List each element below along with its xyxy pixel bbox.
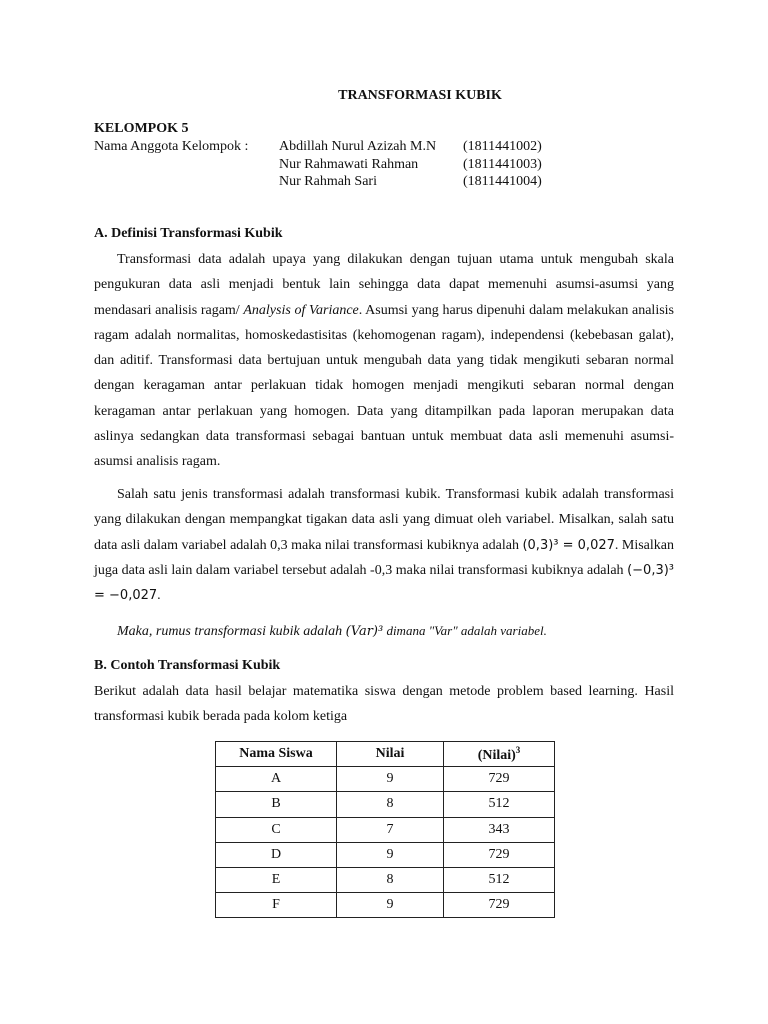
header-cube — [444, 742, 555, 767]
page-title: TRANSFORMASI KUBIK — [338, 88, 502, 103]
para1-text-b: . Asumsi yang harus dipenuhi dalam melakukan analisis ragam adalah normalitas, homoskedastisitas (kehomogenan ragam), independensi (kebebasan galat), dan aditif. Transformasi data bertujuan untuk mengubah data yang tidak mengikuti sebaran normal dengan keragaman antar perlakuan tidak homogen menjadi mengikuti sebaran normal dengan keragaman antar perlakuan yang homogen. Data yang ditampilkan pada laporan merupakan data aslinya sedangkan data transformasi sebagai bantuan untuk membuat data asli memenuhi asumsi-asumsi analisis ragam. — [94, 302, 674, 470]
table-row — [216, 842, 555, 867]
formula-text-b: dimana "Var" adalah variabel. — [383, 623, 547, 638]
table-header-row — [216, 742, 555, 767]
header-value: Nilai — [337, 742, 444, 767]
cell-cube: 343 — [444, 817, 555, 842]
member-id: (1811441003) — [463, 157, 542, 172]
cell-name: E — [216, 867, 337, 892]
group-heading: KELOMPOK 5 — [94, 121, 189, 136]
cell-cube: 512 — [444, 792, 555, 817]
cell-value: 9 — [337, 893, 444, 918]
section-b-heading: B. Contoh Transformasi Kubik — [94, 658, 281, 673]
header-cube-base: (Nilai) — [477, 747, 516, 763]
cell-value: 9 — [337, 767, 444, 792]
header-name: Nama Siswa — [216, 742, 337, 767]
members-label: Nama Anggota Kelompok : — [94, 139, 249, 154]
para2-text-a: Salah satu jenis transformasi adalah transformasi kubik. Transformasi kubik adalah transformasi yang dilakukan dengan mempangkat tigakan data asli yang dimuat oleh variabel. Misalkan, salah satu data asli dalam variabel adalah 0,3 maka nilai transformasi kubiknya adalah — [94, 487, 674, 553]
cell-value: 9 — [337, 842, 444, 867]
header-cube-exponent: 3 — [515, 744, 521, 755]
cell-cube: 729 — [444, 842, 555, 867]
cell-name: D — [216, 842, 337, 867]
cell-name: F — [216, 893, 337, 918]
cubic-transform-table — [215, 741, 555, 918]
member-name: Abdillah Nurul Azizah M.N — [279, 139, 437, 154]
cell-name: A — [216, 767, 337, 792]
member-id: (1811441004) — [463, 174, 542, 189]
cell-name: C — [216, 817, 337, 842]
cell-cube: 729 — [444, 893, 555, 918]
cube-example-positive: (0,3)³ = 0,027 — [522, 537, 615, 553]
formula-text-a: Maka, rumus transformasi kubik adalah — [117, 624, 346, 639]
table-row — [216, 817, 555, 842]
cell-value: 8 — [337, 792, 444, 817]
para2-text-c: . — [157, 588, 161, 604]
para1-italic-term: Analysis of Variance — [243, 302, 359, 318]
member-id: (1811441002) — [463, 139, 542, 154]
table-row — [216, 792, 555, 817]
para1-text-a: Transformasi data adalah upaya yang dilakukan dengan tujuan utama untuk mengubah skala pengukuran data asli menjadi bentuk lain sehingga data dapat memenuhi asumsi-asumsi yang mendasari analisis ragam/ — [94, 252, 674, 318]
cell-cube: 512 — [444, 867, 555, 892]
section-a-paragraph-1 — [94, 247, 674, 475]
section-a-paragraph-2 — [94, 482, 674, 608]
member-name: Nur Rahmah Sari — [279, 174, 377, 189]
para2-text-b: . Misalkan juga data asli lain dalam variabel tersebut adalah -0,3 maka nilai transformasi kubiknya adalah — [94, 537, 674, 578]
table-row — [216, 867, 555, 892]
table-row — [216, 767, 555, 792]
section-b-intro-text: Berikut adalah data hasil belajar matematika siswa dengan metode problem based learning. Hasil transformasi kubik berada pada kolom ketiga — [94, 684, 674, 725]
section-b-intro — [94, 679, 674, 730]
cell-cube: 729 — [444, 767, 555, 792]
cube-example-negative: (−0,3)³ = −0,027 — [94, 562, 674, 604]
cell-value: 8 — [337, 867, 444, 892]
formula-math: (Var)³ — [345, 624, 384, 639]
cell-name: B — [216, 792, 337, 817]
formula-line — [117, 623, 547, 640]
cell-value: 7 — [337, 817, 444, 842]
member-name: Nur Rahmawati Rahman — [279, 157, 419, 172]
table-row — [216, 893, 555, 918]
section-a-heading: A. Definisi Transformasi Kubik — [94, 226, 283, 241]
